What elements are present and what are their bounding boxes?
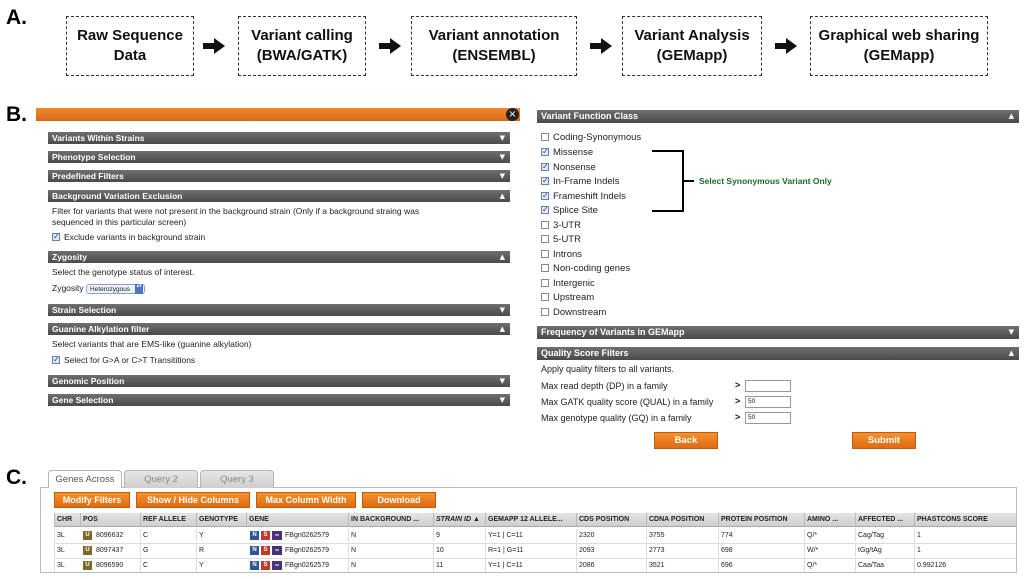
section-background-exclusion[interactable] [48,190,510,202]
vf-checkbox[interactable] [541,163,549,171]
cell-affected: Cag/Tag [855,529,914,542]
column-header-sorted[interactable]: STRAIN ID ▲ [433,513,485,527]
cell-ref: C [140,529,196,542]
cell-gene: FBgn0262579 [285,547,329,554]
chevron-down-icon: ▼ [499,377,505,385]
exclude-background-label: Exclude variants in background strain [64,232,206,242]
vf-label: Nonsense [553,162,596,173]
quality-input-gq[interactable]: 50 [745,412,791,424]
quality-input-dp[interactable] [745,380,791,392]
arrow-right-icon [379,38,401,54]
arrow-right-icon [775,38,797,54]
vf-option-coding-synonymous[interactable] [541,132,641,144]
cell-allele: Y=1 | C=11 [485,559,576,572]
vf-label: Non-coding genes [553,263,631,274]
back-button[interactable]: Back [654,432,718,449]
arrow-right-icon [203,38,225,54]
vf-option-non-coding-genes[interactable] [541,263,630,275]
u-badge-icon[interactable]: U [83,546,92,555]
u-badge-icon[interactable]: U [83,561,92,570]
column-header[interactable]: AMINO ... [804,513,855,527]
section-title: Genomic Position [52,376,125,386]
cell-phastcons: 0.992126 [914,559,1016,572]
s-badge-icon[interactable]: S [261,546,270,555]
section-zygosity[interactable] [48,251,510,263]
section-title: Background Variation Exclusion [52,191,183,201]
section-title: Zygosity [52,252,87,262]
vf-option-splice-site[interactable] [541,205,598,217]
vf-label: Introns [553,249,583,260]
bracket-annotation: Select Synonymous Variant Only [699,176,832,186]
pipeline-step-variant-calling: Variant calling (BWA/GATK) [238,16,366,76]
cell-strain: 9 [433,529,485,542]
tab-query-3[interactable]: Query 3 [200,470,274,488]
cell-genotype: Y [196,559,246,572]
vf-label: Frameshift Indels [553,191,626,202]
vf-label: In-Frame Indels [553,176,620,187]
cell-ref: C [140,559,196,572]
selection-bracket-tick [684,180,694,182]
quality-gt-dp: > [735,380,741,390]
cell-genotype: Y [196,529,246,542]
pipeline-step-variant-analysis: Variant Analysis (GEMapp) [622,16,762,76]
tab-genes-across[interactable]: Genes Across [48,470,122,488]
vf-label: Downstream [553,307,607,318]
section-quality-score-filters[interactable] [537,347,1019,360]
arrow-right-icon [590,38,612,54]
panel-label-a: A. [6,6,27,29]
cell-genotype: R [196,544,246,557]
vf-label: Coding-Synonymous [553,132,642,143]
guanine-label: Select for G>A or C>T Transititions [64,355,196,365]
quality-label-gq: Max genotype quality (GQ) in a family [541,413,692,423]
vf-checkbox[interactable] [541,250,549,258]
s-badge-icon[interactable]: S [261,531,270,540]
section-title: Variant Function Class [541,111,639,121]
chevron-up-icon: ▲ [499,192,505,200]
quality-input-qual[interactable]: 50 [745,396,791,408]
panel-label-c: C. [6,466,27,489]
vf-option-frameshift-indels[interactable] [541,191,626,203]
panel-label-b: B. [6,103,27,126]
column-header[interactable]: PROTEIN POSITION [718,513,804,527]
submit-button[interactable]: Submit [852,432,916,449]
cell-protein: 696 [718,559,804,572]
cell-cds: 2320 [576,529,646,542]
cell-amino: Q/* [804,559,855,572]
show-hide-columns-button[interactable]: Show / Hide Columns [136,492,250,508]
n-badge-icon[interactable]: N [250,546,259,555]
column-header[interactable]: CDS POSITION [576,513,646,527]
cell-pos: 8097437 [96,547,124,554]
section-title: Predefined Filters [52,171,124,181]
quality-description: Apply quality filters to all variants. [541,364,675,374]
zygosity-row [48,283,510,294]
vf-checkbox[interactable] [541,148,549,156]
chevron-up-icon: ▲ [1008,349,1014,357]
vf-label: Upstream [553,292,595,303]
cell-affected: tGg/tAg [855,544,914,557]
cell-phastcons: 1 [914,544,1016,557]
background-description [48,206,510,228]
column-header[interactable]: PHASTCONS SCORE [914,513,1016,527]
section-title: Phenotype Selection [52,152,136,162]
pipeline-step-raw-data: Raw Sequence Data [66,16,194,76]
section-title: Frequency of Variants in GEMapp [541,327,685,337]
section-title: Gene Selection [52,395,114,405]
cell-background: N [348,544,433,557]
max-column-width-button[interactable]: Max Column Width [256,492,356,508]
column-header[interactable]: GEMAPP 12 ALLELE... [485,513,576,527]
column-header[interactable]: CDNA POSITION [646,513,718,527]
quality-gt-gq: > [735,412,741,422]
cell-background: N [348,559,433,572]
cell-allele: Y=1 | C=11 [485,529,576,542]
cell-protein: 774 [718,529,804,542]
n-badge-icon[interactable]: N [250,531,259,540]
chevron-down-icon: ▼ [499,153,505,161]
vf-checkbox[interactable] [541,279,549,287]
column-header[interactable]: REF ALLELE [140,513,196,527]
cell-protein: 698 [718,544,804,557]
chevron-up-icon: ▲ [1008,112,1014,120]
section-genomic-position[interactable] [48,375,510,387]
column-header[interactable]: AFFECTED ... [855,513,914,527]
selection-bracket [652,150,684,212]
cell-pos: 8096632 [96,532,124,539]
tab-query-2[interactable]: Query 2 [124,470,198,488]
cell-ref: G [140,544,196,557]
vf-label: Intergenic [553,278,595,289]
column-header[interactable]: CHR [54,513,80,527]
cell-pos: 8096590 [96,562,124,569]
vf-checkbox[interactable] [541,177,549,185]
section-title: Guanine Alkylation filter [52,324,150,334]
modify-filters-button[interactable]: Modify Filters [54,492,130,508]
vf-checkbox[interactable] [541,192,549,200]
cell-gene: FBgn0262579 [285,532,329,539]
vf-option-intergenic[interactable] [541,278,595,290]
chevron-down-icon: ▼ [499,134,505,142]
vf-option-missense[interactable] [541,147,593,159]
vf-checkbox[interactable] [541,293,549,301]
column-header[interactable]: IN BACKGROUND ... [348,513,433,527]
section-title: Quality Score Filters [541,348,629,358]
cell-cdna: 3521 [646,559,718,572]
cell-chr: 3L [54,529,80,542]
close-icon[interactable]: × [506,108,519,121]
pipeline-step-variant-annotation: Variant annotation (ENSEMBL) [411,16,577,76]
u-badge-icon[interactable]: U [83,531,92,540]
guanine-option[interactable] [48,355,510,366]
section-frequency-variants[interactable] [537,326,1019,339]
vf-option-3-utr[interactable] [541,220,581,232]
chevron-down-icon: ▼ [499,306,505,314]
cell-gene: FBgn0262579 [285,562,329,569]
cell-phastcons: 1 [914,529,1016,542]
cell-allele: R=1 | G=11 [485,544,576,557]
quality-gt-qual: > [735,396,741,406]
exclude-background-option[interactable] [48,232,510,243]
genome-browser-icon[interactable]: ≈ [272,546,282,555]
zygosity-select[interactable]: Heterozygous ▴▾ [86,284,145,294]
section-title: Variants Within Strains [52,133,145,143]
column-header[interactable]: POS [80,513,140,527]
exclude-background-checkbox[interactable] [52,233,60,241]
chevron-down-icon: ▼ [499,172,505,180]
section-gene-selection[interactable] [48,394,510,406]
quality-label-dp: Max read depth (DP) in a family [541,381,668,391]
background-desc-line: sequenced in this particular screen) [52,217,187,227]
section-variant-function-class[interactable] [537,110,1019,123]
s-badge-icon[interactable]: S [261,561,270,570]
column-header[interactable]: GENE [246,513,348,527]
vf-option-in-frame-indels[interactable] [541,176,620,188]
vf-label: 5-UTR [553,234,581,245]
cell-cds: 2093 [576,544,646,557]
chevron-up-icon: ▲ [499,325,505,333]
section-predefined-filters[interactable] [48,170,510,182]
column-header[interactable]: GENOTYPE [196,513,246,527]
chevron-up-icon: ▲ [499,253,505,261]
download-button[interactable]: Download [362,492,436,508]
chevron-down-icon: ▼ [1008,328,1014,336]
cell-background: N [348,529,433,542]
vf-checkbox[interactable] [541,308,549,316]
vf-checkbox[interactable] [541,133,549,141]
cell-cdna: 3755 [646,529,718,542]
vf-option-downstream[interactable] [541,307,606,319]
vf-option-introns[interactable] [541,249,582,261]
section-variants-within-strains[interactable] [48,132,510,144]
vf-label: Missense [553,147,594,158]
genome-browser-icon[interactable]: ≈ [272,561,282,570]
pipeline-step-web-sharing: Graphical web sharing (GEMapp) [810,16,988,76]
vf-option-nonsense[interactable] [541,162,596,174]
section-guanine-alkylation[interactable] [48,323,510,335]
cell-amino: W/* [804,544,855,557]
cell-chr: 3L [54,544,80,557]
cell-affected: Caa/Taa [855,559,914,572]
cell-amino: Q/* [804,529,855,542]
cell-chr: 3L [54,559,80,572]
section-title: Strain Selection [52,305,117,315]
cell-strain: 10 [433,544,485,557]
quality-label-qual: Max GATK quality score (QUAL) in a family [541,397,714,407]
vf-label: 3-UTR [553,220,581,231]
cell-cds: 2086 [576,559,646,572]
background-desc-line: Filter for variants that were not present in the background strain (Only if a background straing was [52,206,420,216]
section-strain-selection[interactable] [48,304,510,316]
zygosity-description: Select the genotype status of interest. [52,267,195,277]
filter-panel-titlebar [36,108,520,121]
chevron-down-icon: ▼ [499,396,505,404]
vf-checkbox[interactable] [541,206,549,214]
cell-strain: 11 [433,559,485,572]
vf-option-5-utr[interactable] [541,234,581,246]
vf-option-upstream[interactable] [541,292,594,304]
genome-browser-icon[interactable]: ≈ [272,531,282,540]
guanine-description: Select variants that are EMS-like (guanine alkylation) [52,339,252,349]
guanine-checkbox[interactable] [52,356,60,364]
vf-label: Splice Site [553,205,598,216]
vf-checkbox[interactable] [541,264,549,272]
vf-checkbox[interactable] [541,221,549,229]
section-phenotype-selection[interactable] [48,151,510,163]
cell-cdna: 2773 [646,544,718,557]
zygosity-label: Zygosity [52,283,84,293]
n-badge-icon[interactable]: N [250,561,259,570]
vf-checkbox[interactable] [541,235,549,243]
